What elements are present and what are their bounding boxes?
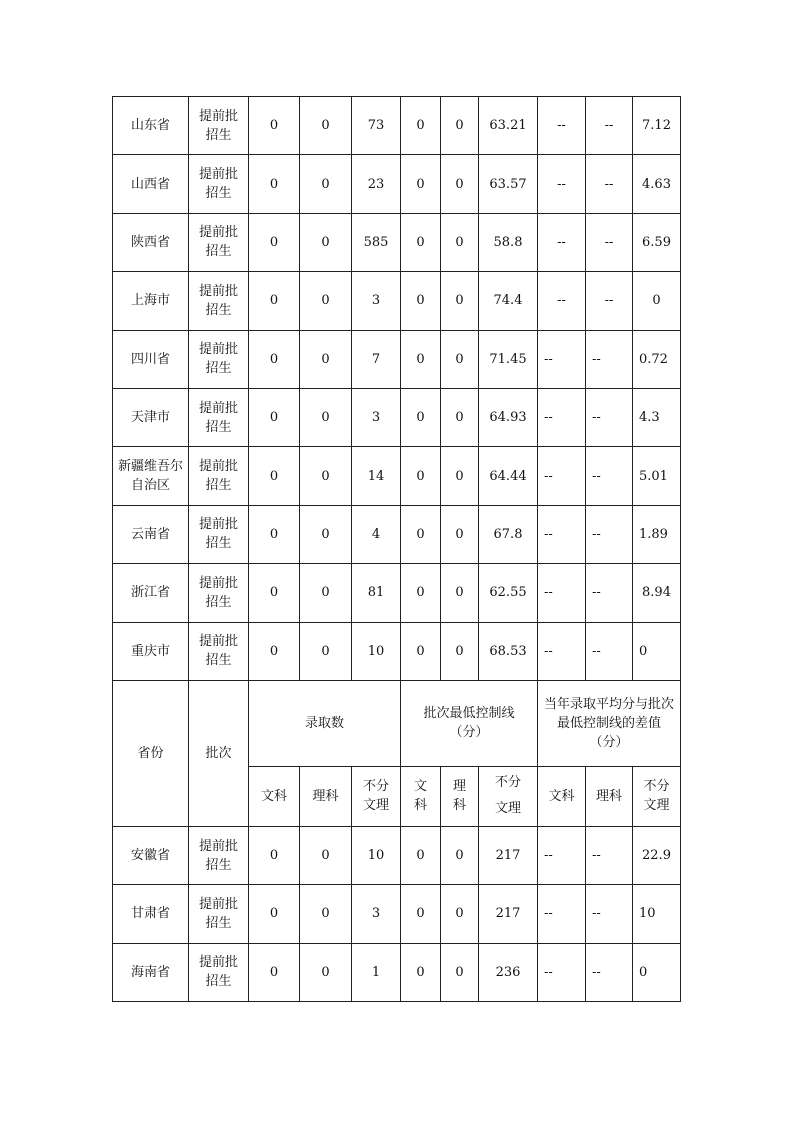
- cell-line-lk: 0: [441, 564, 479, 622]
- cell-batch: 提前批招生: [189, 564, 249, 622]
- cell-d-lk: --: [586, 564, 633, 622]
- cell-lk: 0: [300, 943, 352, 1001]
- table-body-top: [113, 97, 681, 681]
- cell-lk: 0: [300, 272, 352, 330]
- cell-d-lk: --: [586, 622, 633, 680]
- cell-batch: 提前批招生: [189, 155, 249, 213]
- cell-line-wk: 0: [401, 943, 441, 1001]
- header-diff-like: 理科: [586, 766, 633, 826]
- cell-province: 天津市: [113, 388, 189, 446]
- cell-province: 浙江省: [113, 564, 189, 622]
- cell-batch: 提前批招生: [189, 826, 249, 884]
- cell-wk: 0: [249, 388, 300, 446]
- cell-province: 陕西省: [113, 213, 189, 271]
- cell-d-lk: --: [586, 97, 633, 155]
- header-difference: 当年录取平均分与批次最低控制线的差值（分）: [538, 680, 681, 766]
- cell-wk: 0: [249, 330, 300, 388]
- cell-province: 甘肃省: [113, 885, 189, 943]
- cell-wk: 0: [249, 272, 300, 330]
- cell-bf: 3: [352, 885, 401, 943]
- cell-d-wk: --: [538, 388, 586, 446]
- cell-batch: 提前批招生: [189, 272, 249, 330]
- cell-d-bf: 0.72: [633, 330, 681, 388]
- cell-d-wk: --: [538, 943, 586, 1001]
- cell-lk: 0: [300, 622, 352, 680]
- table-row: [113, 388, 681, 446]
- cell-lk: 0: [300, 97, 352, 155]
- table-row: [113, 564, 681, 622]
- cell-d-wk: --: [538, 155, 586, 213]
- cell-d-lk: --: [586, 388, 633, 446]
- cell-line-wk: 0: [401, 505, 441, 563]
- cell-line-bf: 67.8: [479, 505, 538, 563]
- cell-lk: 0: [300, 330, 352, 388]
- table-row: [113, 272, 681, 330]
- cell-d-lk: --: [586, 885, 633, 943]
- cell-d-bf: 8.94: [633, 564, 681, 622]
- cell-province: 重庆市: [113, 622, 189, 680]
- cell-wk: 0: [249, 155, 300, 213]
- cell-d-lk: --: [586, 826, 633, 884]
- cell-province: 海南省: [113, 943, 189, 1001]
- cell-d-bf: 7.12: [633, 97, 681, 155]
- table-row: [113, 97, 681, 155]
- cell-wk: 0: [249, 97, 300, 155]
- cell-d-wk: --: [538, 447, 586, 505]
- cell-lk: 0: [300, 826, 352, 884]
- cell-line-bf: 217: [479, 885, 538, 943]
- cell-lk: 0: [300, 447, 352, 505]
- cell-line-lk: 0: [441, 943, 479, 1001]
- cell-province: 上海市: [113, 272, 189, 330]
- cell-line-bf: 217: [479, 826, 538, 884]
- cell-lk: 0: [300, 564, 352, 622]
- cell-d-bf: 10: [633, 885, 681, 943]
- table-row: [113, 330, 681, 388]
- cell-batch: 提前批招生: [189, 505, 249, 563]
- header-province: 省份: [113, 680, 189, 826]
- cell-d-lk: --: [586, 943, 633, 1001]
- cell-line-bf: 68.53: [479, 622, 538, 680]
- cell-line-lk: 0: [441, 388, 479, 446]
- cell-line-bf: 63.21: [479, 97, 538, 155]
- header-admission-count: 录取数: [249, 680, 401, 766]
- cell-d-bf: 0: [633, 943, 681, 1001]
- cell-line-bf: 63.57: [479, 155, 538, 213]
- header-count-like: 理科: [300, 766, 352, 826]
- cell-bf: 7: [352, 330, 401, 388]
- cell-province: 安徽省: [113, 826, 189, 884]
- cell-line-lk: 0: [441, 213, 479, 271]
- cell-line-wk: 0: [401, 826, 441, 884]
- table-row: [113, 622, 681, 680]
- cell-line-lk: 0: [441, 330, 479, 388]
- table-row: [113, 943, 681, 1001]
- cell-d-lk: --: [586, 272, 633, 330]
- cell-bf: 23: [352, 155, 401, 213]
- cell-bf: 10: [352, 622, 401, 680]
- cell-province: 四川省: [113, 330, 189, 388]
- cell-wk: 0: [249, 505, 300, 563]
- cell-d-bf: 6.59: [633, 213, 681, 271]
- header-control-line: 批次最低控制线（分）: [401, 680, 538, 766]
- cell-line-lk: 0: [441, 272, 479, 330]
- cell-line-bf: 64.93: [479, 388, 538, 446]
- cell-d-bf: 4.3: [633, 388, 681, 446]
- cell-lk: 0: [300, 388, 352, 446]
- cell-line-lk: 0: [441, 505, 479, 563]
- cell-d-lk: --: [586, 330, 633, 388]
- table-row: [113, 505, 681, 563]
- cell-line-wk: 0: [401, 564, 441, 622]
- cell-line-wk: 0: [401, 622, 441, 680]
- cell-line-lk: 0: [441, 155, 479, 213]
- table-header-block: [113, 680, 681, 826]
- cell-batch: 提前批招生: [189, 213, 249, 271]
- cell-d-bf: 1.89: [633, 505, 681, 563]
- cell-d-bf: 5.01: [633, 447, 681, 505]
- table-row: [113, 155, 681, 213]
- cell-batch: 提前批招生: [189, 943, 249, 1001]
- cell-line-wk: 0: [401, 155, 441, 213]
- cell-wk: 0: [249, 564, 300, 622]
- cell-line-wk: 0: [401, 213, 441, 271]
- cell-province: 新疆维吾尔自治区: [113, 447, 189, 505]
- cell-lk: 0: [300, 885, 352, 943]
- cell-batch: 提前批招生: [189, 97, 249, 155]
- cell-bf: 81: [352, 564, 401, 622]
- cell-wk: 0: [249, 213, 300, 271]
- table-row: [113, 213, 681, 271]
- cell-line-bf: 62.55: [479, 564, 538, 622]
- cell-wk: 0: [249, 826, 300, 884]
- header-diff-wenke: 文科: [538, 766, 586, 826]
- cell-line-wk: 0: [401, 330, 441, 388]
- cell-line-bf: 64.44: [479, 447, 538, 505]
- cell-line-lk: 0: [441, 826, 479, 884]
- header-diff-bufen: 不分文理: [633, 766, 681, 826]
- cell-line-wk: 0: [401, 272, 441, 330]
- cell-d-wk: --: [538, 97, 586, 155]
- cell-bf: 73: [352, 97, 401, 155]
- header-count-bufen: 不分文理: [352, 766, 401, 826]
- table-row: [113, 826, 681, 884]
- cell-d-wk: --: [538, 885, 586, 943]
- cell-d-bf: 0: [633, 622, 681, 680]
- cell-bf: 3: [352, 272, 401, 330]
- cell-lk: 0: [300, 155, 352, 213]
- cell-line-lk: 0: [441, 447, 479, 505]
- cell-batch: 提前批招生: [189, 388, 249, 446]
- cell-batch: 提前批招生: [189, 447, 249, 505]
- admission-table: [112, 96, 681, 1002]
- header-line-bufen: 不分文理: [479, 766, 538, 826]
- header-count-wenke: 文科: [249, 766, 300, 826]
- cell-d-wk: --: [538, 272, 586, 330]
- cell-bf: 4: [352, 505, 401, 563]
- cell-batch: 提前批招生: [189, 330, 249, 388]
- cell-line-wk: 0: [401, 388, 441, 446]
- cell-line-wk: 0: [401, 447, 441, 505]
- cell-line-lk: 0: [441, 622, 479, 680]
- header-line-wenke: 文 科: [401, 766, 441, 826]
- cell-wk: 0: [249, 943, 300, 1001]
- table-row: [113, 447, 681, 505]
- cell-d-bf: 22.9: [633, 826, 681, 884]
- cell-line-bf: 74.4: [479, 272, 538, 330]
- cell-d-wk: --: [538, 213, 586, 271]
- cell-wk: 0: [249, 447, 300, 505]
- cell-d-wk: --: [538, 330, 586, 388]
- cell-line-bf: 58.8: [479, 213, 538, 271]
- cell-bf: 1: [352, 943, 401, 1001]
- cell-bf: 14: [352, 447, 401, 505]
- cell-d-wk: --: [538, 564, 586, 622]
- cell-batch: 提前批招生: [189, 622, 249, 680]
- cell-lk: 0: [300, 213, 352, 271]
- cell-line-bf: 236: [479, 943, 538, 1001]
- header-batch: 批次: [189, 680, 249, 826]
- cell-line-wk: 0: [401, 97, 441, 155]
- cell-bf: 585: [352, 213, 401, 271]
- cell-d-wk: --: [538, 505, 586, 563]
- cell-d-lk: --: [586, 213, 633, 271]
- cell-province: 云南省: [113, 505, 189, 563]
- cell-d-lk: --: [586, 447, 633, 505]
- cell-wk: 0: [249, 885, 300, 943]
- cell-bf: 10: [352, 826, 401, 884]
- cell-d-lk: --: [586, 155, 633, 213]
- cell-line-lk: 0: [441, 885, 479, 943]
- cell-province: 山东省: [113, 97, 189, 155]
- cell-line-lk: 0: [441, 97, 479, 155]
- cell-province: 山西省: [113, 155, 189, 213]
- cell-line-wk: 0: [401, 885, 441, 943]
- cell-d-wk: --: [538, 826, 586, 884]
- table-body-bottom: [113, 826, 681, 1001]
- header-line-like: 理 科: [441, 766, 479, 826]
- cell-batch: 提前批招生: [189, 885, 249, 943]
- cell-lk: 0: [300, 505, 352, 563]
- cell-wk: 0: [249, 622, 300, 680]
- cell-bf: 3: [352, 388, 401, 446]
- cell-d-wk: --: [538, 622, 586, 680]
- table-row: [113, 885, 681, 943]
- cell-d-lk: --: [586, 505, 633, 563]
- cell-d-bf: 0: [633, 272, 681, 330]
- cell-line-bf: 71.45: [479, 330, 538, 388]
- cell-d-bf: 4.63: [633, 155, 681, 213]
